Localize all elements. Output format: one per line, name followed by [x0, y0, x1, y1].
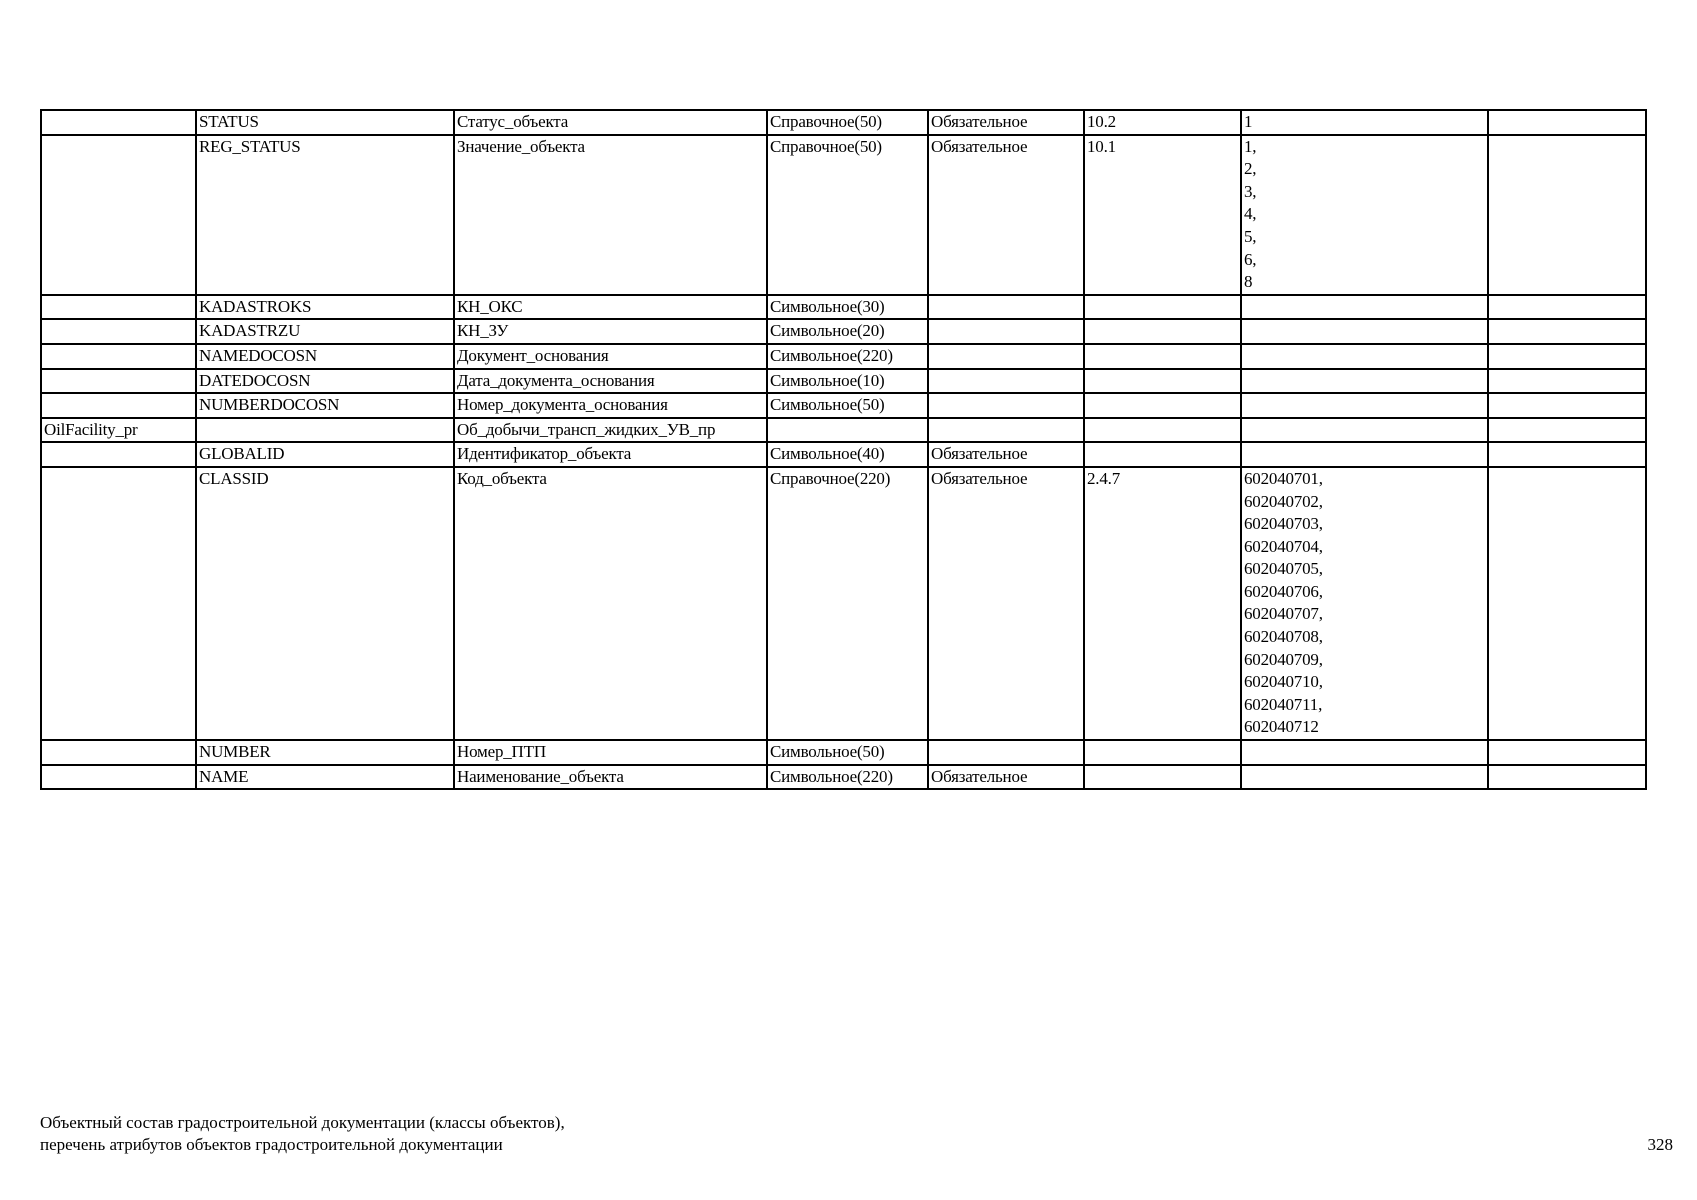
cell-class-name [41, 344, 196, 369]
cell-ref-section [1084, 369, 1241, 394]
cell-ref-section [1084, 442, 1241, 467]
cell-class-name [41, 319, 196, 344]
cell-field-name: DATEDOCOSN [196, 369, 454, 394]
cell-allowed-values [1241, 369, 1488, 394]
cell-field-name: NAMEDOCOSN [196, 344, 454, 369]
cell-obligation: Обязательное [928, 442, 1084, 467]
cell-allowed-values [1241, 765, 1488, 790]
cell-allowed-values [1241, 319, 1488, 344]
cell-field-type: Символьное(220) [767, 765, 928, 790]
cell-field-alias: КН_ЗУ [454, 319, 767, 344]
cell-field-name [196, 418, 454, 443]
cell-field-type: Символьное(220) [767, 344, 928, 369]
cell-obligation [928, 295, 1084, 320]
table-row [41, 344, 1646, 369]
cell-allowed-values [1241, 442, 1488, 467]
cell-field-type: Символьное(40) [767, 442, 928, 467]
cell-field-name: NAME [196, 765, 454, 790]
cell-ref-section [1084, 765, 1241, 790]
cell-field-alias: Идентификатор_объекта [454, 442, 767, 467]
cell-field-name: REG_STATUS [196, 135, 454, 295]
cell-field-type [767, 418, 928, 443]
cell-obligation: Обязательное [928, 135, 1084, 295]
attributes-table [40, 109, 1647, 790]
cell-field-type: Символьное(20) [767, 319, 928, 344]
cell-notes [1488, 319, 1646, 344]
table-row [41, 110, 1646, 135]
cell-field-alias: Об_добычи_трансп_жидких_УВ_пр [454, 418, 767, 443]
cell-obligation [928, 740, 1084, 765]
cell-class-name [41, 467, 196, 740]
cell-ref-section [1084, 393, 1241, 418]
cell-obligation [928, 344, 1084, 369]
cell-obligation [928, 319, 1084, 344]
cell-field-type: Символьное(10) [767, 369, 928, 394]
cell-obligation: Обязательное [928, 467, 1084, 740]
cell-field-name: STATUS [196, 110, 454, 135]
cell-field-alias: КН_ОКС [454, 295, 767, 320]
cell-field-name: KADASTROKS [196, 295, 454, 320]
cell-field-alias: Документ_основания [454, 344, 767, 369]
cell-notes [1488, 393, 1646, 418]
cell-notes [1488, 135, 1646, 295]
cell-notes [1488, 110, 1646, 135]
cell-field-type: Символьное(50) [767, 393, 928, 418]
cell-class-name [41, 765, 196, 790]
cell-class-name [41, 295, 196, 320]
cell-class-name [41, 135, 196, 295]
table-row [41, 740, 1646, 765]
page-number: 328 [1647, 1135, 1673, 1154]
cell-class-name [41, 369, 196, 394]
table-row [41, 319, 1646, 344]
cell-notes [1488, 344, 1646, 369]
table-row [41, 765, 1646, 790]
cell-obligation [928, 393, 1084, 418]
cell-notes [1488, 369, 1646, 394]
table-row [41, 135, 1646, 295]
footer-line-2: перечень атрибутов объектов градостроительной документации [40, 1135, 503, 1154]
footer-caption [40, 1112, 840, 1156]
footer-line-1: Объектный состав градостроительной документации (классы объектов), [40, 1113, 565, 1132]
cell-field-type: Справочное(50) [767, 110, 928, 135]
cell-notes [1488, 467, 1646, 740]
cell-field-type: Символьное(30) [767, 295, 928, 320]
cell-notes [1488, 765, 1646, 790]
cell-allowed-values [1241, 740, 1488, 765]
cell-notes [1488, 295, 1646, 320]
cell-field-type: Справочное(50) [767, 135, 928, 295]
cell-field-type: Справочное(220) [767, 467, 928, 740]
cell-field-alias: Номер_ПТП [454, 740, 767, 765]
cell-ref-section: 10.2 [1084, 110, 1241, 135]
cell-allowed-values: 1, 2, 3, 4, 5, 6, 8 [1241, 135, 1488, 295]
table-row [41, 418, 1646, 443]
cell-field-alias: Дата_документа_основания [454, 369, 767, 394]
cell-ref-section [1084, 295, 1241, 320]
cell-field-alias: Наименование_объекта [454, 765, 767, 790]
cell-notes [1488, 740, 1646, 765]
cell-ref-section [1084, 319, 1241, 344]
cell-ref-section: 2.4.7 [1084, 467, 1241, 740]
table-row [41, 369, 1646, 394]
cell-allowed-values [1241, 344, 1488, 369]
cell-field-alias: Номер_документа_основания [454, 393, 767, 418]
cell-ref-section [1084, 344, 1241, 369]
cell-field-name: GLOBALID [196, 442, 454, 467]
cell-field-name: NUMBERDOCOSN [196, 393, 454, 418]
table-row [41, 442, 1646, 467]
cell-allowed-values: 1 [1241, 110, 1488, 135]
cell-class-name [41, 740, 196, 765]
cell-ref-section: 10.1 [1084, 135, 1241, 295]
cell-field-type: Символьное(50) [767, 740, 928, 765]
cell-ref-section [1084, 418, 1241, 443]
table-row [41, 393, 1646, 418]
cell-class-name: OilFacility_pr [41, 418, 196, 443]
cell-field-alias: Статус_объекта [454, 110, 767, 135]
cell-field-name: CLASSID [196, 467, 454, 740]
cell-field-name: KADASTRZU [196, 319, 454, 344]
cell-ref-section [1084, 740, 1241, 765]
cell-field-alias: Код_объекта [454, 467, 767, 740]
cell-notes [1488, 418, 1646, 443]
cell-field-alias: Значение_объекта [454, 135, 767, 295]
cell-class-name [41, 110, 196, 135]
cell-allowed-values [1241, 295, 1488, 320]
cell-obligation: Обязательное [928, 765, 1084, 790]
cell-class-name [41, 393, 196, 418]
cell-allowed-values [1241, 418, 1488, 443]
cell-notes [1488, 442, 1646, 467]
table-row [41, 295, 1646, 320]
table-row [41, 467, 1646, 740]
cell-allowed-values [1241, 393, 1488, 418]
cell-class-name [41, 442, 196, 467]
cell-field-name: NUMBER [196, 740, 454, 765]
cell-obligation [928, 369, 1084, 394]
cell-obligation: Обязательное [928, 110, 1084, 135]
cell-allowed-values: 602040701, 602040702, 602040703, 602040704, 602040705, 602040706, 602040707, 602040708, 602040709, 602040710, 602040711, 602040712 [1241, 467, 1488, 740]
cell-obligation [928, 418, 1084, 443]
